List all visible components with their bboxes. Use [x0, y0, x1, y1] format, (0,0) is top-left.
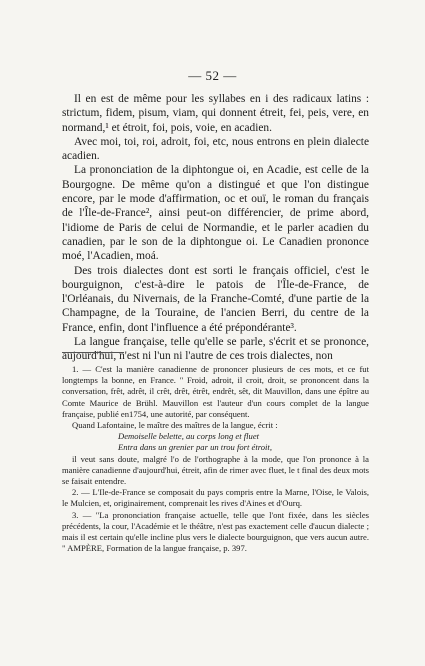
footnote-1-continuation: Quand Lafontaine, le maître des maîtres de la langue, écrit :: [72, 420, 278, 431]
footnote-separator: [62, 352, 124, 353]
page-number: — 52 —: [188, 68, 237, 83]
paragraph: Avec moi, toi, roi, adroit, foi, etc, nous entrons en plein dialecte acadien.: [62, 135, 369, 163]
footnote-1-continuation: il veut sans doute, malgré l'o de l'orthographe à la mode, que l'on prononce à la manière canadienne d'aujourd'hui, étreit, afin de rimer avec fluet, le t final des deux mots se faisait entendre.: [62, 453, 369, 487]
paragraph: Il en est de même pour les syllabes en i des radicaux latins : strictum, fidem, pisum, viam, qui donnent étreit, fei, peis, vere, en normand,¹ et étroit, foi, pois, voie, en acadien.: [62, 93, 369, 134]
footnotes: [62, 364, 369, 554]
footnote-3: 3. — "La prononciation française actuelle, telle que l'ont fixée, dans les siècles précédents, la cour, l'Académie et le théâtre, n'est pas exactement celle d'aucun dialecte ; mais il est certain qu'elle incline plus vers le dialecte bourguignon, que vers aucun autre. " AMPÈRE, Formation de la langue française, p. 397.: [62, 509, 369, 554]
footnote-2: 2. — L'Ile-de-France se composait du pays compris entre la Marne, l'Oise, le Valois, le Mulcien, et, originairement, comprenait les rives d'Aines et d'Ourq.: [62, 487, 369, 509]
paragraph: La prononciation de la diphtongue oi, en Acadie, est celle de la Bourgogne. De même qu'on a distingué et que l'on distingue encore, par le mode d'affirmation, oc et ouï, le roman du français de l'Île-de-France², ainsi peut-on différencier, de prime abord, l'idiome de Paris de celui de Normandie, et le parler acadien du canadien, par le son de la diphtongue oi. Le Canadien prononce moé, l'Acadien, moá.: [62, 164, 369, 263]
footnote-1: 1. — C'est la manière canadienne de prononcer plusieurs de ces mots, et ce fut longtemps la bonne, en France. " Froid, adroit, il croit, droit, se prononcent dans la conversation, frêt, adrêt, il crêt, drêt, étrêt, endrêt, sêt, dit Mauvillon, dans une épître au Comte Maurice de Brühl. Mauvillon est l'auteur d'un cours complet de la langue française, publié en1754, une autorité, par conséquent.: [62, 364, 369, 419]
quoted-verse-line: Entra dans un grenier par un trou fort étroit,: [118, 442, 272, 453]
quoted-verse-line: Demoiselle belette, au corps long et fluet: [118, 431, 260, 442]
paragraph: Des trois dialectes dont est sorti le français officiel, c'est le bourguignon, c'est-à-dire le patois de l'Île-de-France, de l'Orléanais, du Nivernais, de la Franche-Comté, d'une partie de la Champagne, de la Touraine, de l'ancien Berri, du centre de la France, enfin, dont l'influence a été prépondérante³.: [62, 264, 369, 334]
paragraph: La langue française, telle qu'elle se parle, s'écrit et se prononce, aujourd'hui, n'est ni l'un ni l'autre de ces trois dialectes, non: [62, 336, 369, 363]
main-text: [62, 92, 369, 364]
